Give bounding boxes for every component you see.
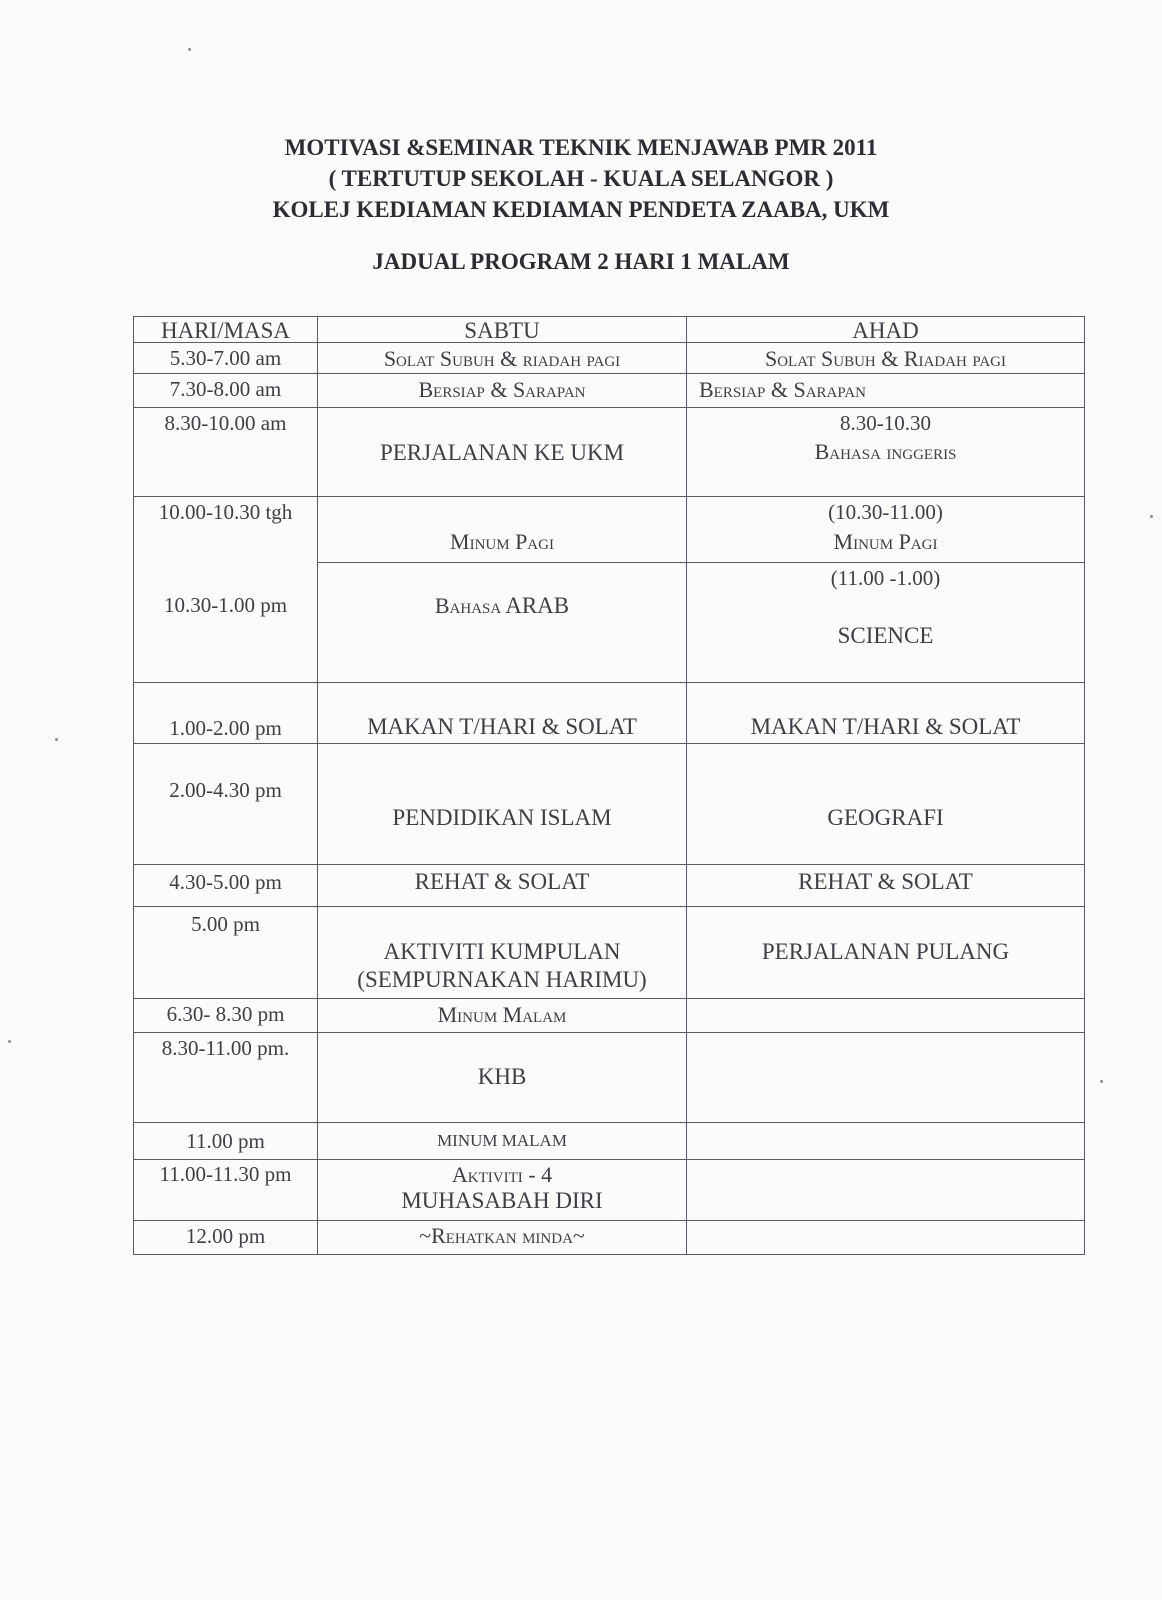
sabtu-cell — [317, 1032, 687, 1123]
time-label: 5.00 pm — [191, 912, 260, 936]
column-header-sabtu: SABTU — [464, 318, 540, 343]
sabtu-cell — [317, 682, 687, 744]
session-time: (10.30-11.00) — [828, 500, 943, 524]
ahad-cell-empty — [686, 1220, 1085, 1255]
activity-label: Bersiap & Sarapan — [418, 377, 586, 402]
sabtu-cell — [317, 864, 687, 907]
sabtu-cell — [317, 998, 687, 1033]
sabtu-cell — [317, 407, 687, 497]
header-cell-time — [133, 316, 318, 343]
activity-label: PENDIDIKAN ISLAM — [392, 805, 612, 830]
activity-label: MINUM MALAM — [437, 1131, 567, 1150]
time-label: 12.00 pm — [185, 1224, 266, 1248]
activity-label-part: Bahasa — [434, 593, 502, 618]
time-cell — [133, 682, 318, 744]
header-cell-ahad — [686, 316, 1085, 343]
time-cell — [133, 864, 318, 907]
activity-label-part: ARAB — [505, 593, 570, 618]
ahad-cell — [686, 906, 1085, 999]
sabtu-cell — [317, 342, 687, 374]
ahad-cell — [686, 342, 1085, 374]
activity-label: Aktiviti - 4 — [451, 1162, 553, 1187]
schedule-subtitle: JADUAL PROGRAM 2 HARI 1 MALAM — [372, 249, 790, 274]
scan-speck — [1150, 515, 1153, 518]
time-label: 7.30-8.00 am — [169, 377, 282, 401]
ahad-cell-empty — [686, 1122, 1085, 1160]
column-header-ahad: AHAD — [852, 318, 919, 343]
sabtu-cell — [317, 906, 687, 999]
time-label: 2.00-4.30 pm — [169, 778, 282, 802]
time-label: 11.00-11.30 pm — [159, 1162, 292, 1186]
activity-label: KHB — [477, 1064, 527, 1089]
time-cell — [133, 1122, 318, 1160]
activity-label: AKTIVITI KUMPULAN — [383, 939, 621, 964]
time-cell — [133, 906, 318, 999]
activity-label: PERJALANAN KE UKM — [379, 440, 625, 465]
session-time: 8.30-10.30 — [840, 411, 931, 435]
ahad-cell — [686, 743, 1085, 865]
ahad-cell-empty — [686, 1032, 1085, 1123]
column-header-time: HARI/MASA — [160, 318, 291, 343]
time-label: 5.30-7.00 am — [169, 346, 282, 370]
time-label: 4.30-5.00 pm — [169, 870, 282, 894]
time-label: 8.30-11.00 pm. — [161, 1036, 290, 1060]
title-line-2: ( TERTUTUP SEKOLAH - KUALA SELANGOR ) — [328, 166, 834, 191]
time-cell — [133, 342, 318, 374]
ahad-cell-empty — [686, 998, 1085, 1033]
activity-label: REHAT & SOLAT — [414, 869, 590, 894]
activity-label: Minum Pagi — [450, 529, 554, 554]
activity-label: Solat Subuh & Riadah pagi — [764, 346, 1007, 371]
activity-label: ~Rehatkan minda~ — [419, 1223, 585, 1248]
scan-speck — [188, 48, 191, 51]
title-line-1: MOTIVASI &SEMINAR TEKNIK MENJAWAB PMR 2011 — [284, 135, 878, 160]
activity-label: (SEMPURNAKAN HARIMU) — [357, 967, 647, 992]
ahad-cell — [686, 407, 1085, 497]
activity-label: Bersiap & Sarapan — [699, 377, 867, 402]
document-header — [0, 132, 1162, 275]
time-label: 10.30-1.00 pm — [163, 593, 288, 617]
time-cell — [133, 1032, 318, 1123]
scan-speck — [1100, 1080, 1103, 1083]
time-cell — [133, 743, 318, 865]
activity-label: Minum Pagi — [833, 529, 938, 554]
activity-label: SCIENCE — [837, 623, 934, 648]
time-label: 10.00-10.30 tgh — [158, 500, 293, 524]
time-cell — [133, 407, 318, 497]
title-line-3: KOLEJ KEDIAMAN KEDIAMAN PENDETA ZAABA, UKM — [272, 197, 890, 222]
ahad-cell — [686, 496, 1085, 563]
activity-label: GEOGRAFI — [827, 805, 944, 830]
ahad-cell-empty — [686, 1159, 1085, 1221]
schedule-table — [133, 316, 1085, 1279]
ahad-cell — [686, 562, 1085, 683]
ahad-cell — [686, 682, 1085, 744]
ahad-cell — [686, 373, 1085, 408]
sabtu-cell — [317, 373, 687, 408]
time-cell — [133, 373, 318, 408]
activity-label: REHAT & SOLAT — [798, 869, 973, 894]
activity-label: MAKAN T/HARI & SOLAT — [750, 714, 1021, 739]
header-cell-sabtu — [317, 316, 687, 343]
time-cell — [133, 1220, 318, 1255]
activity-label: Solat Subuh & riadah pagi — [383, 346, 621, 371]
time-cell — [133, 1159, 318, 1221]
time-label: 8.30-10.00 am — [164, 411, 287, 435]
sabtu-cell — [317, 1220, 687, 1255]
activity-label: Bahasa inggeris — [814, 439, 957, 464]
sabtu-cell — [317, 1159, 687, 1221]
activity-label: PERJALANAN PULANG — [761, 939, 1010, 964]
activity-label: Minum Malam — [437, 1002, 567, 1027]
activity-label: MAKAN T/HARI & SOLAT — [367, 714, 637, 739]
time-cell — [133, 998, 318, 1033]
scan-speck — [55, 738, 58, 741]
activity-label — [318, 593, 686, 619]
sabtu-cell — [317, 743, 687, 865]
ahad-cell — [686, 864, 1085, 907]
time-label: 1.00-2.00 pm — [169, 716, 282, 740]
time-label: 6.30- 8.30 pm — [166, 1002, 285, 1026]
activity-label: MUHASABAH DIRI — [401, 1188, 603, 1213]
time-cell — [133, 496, 318, 683]
sabtu-cell — [317, 496, 687, 563]
sabtu-cell — [317, 562, 687, 683]
session-time: (11.00 -1.00) — [830, 566, 941, 590]
time-label: 11.00 pm — [186, 1129, 265, 1153]
scan-speck — [8, 1040, 11, 1043]
sabtu-cell — [317, 1122, 687, 1160]
